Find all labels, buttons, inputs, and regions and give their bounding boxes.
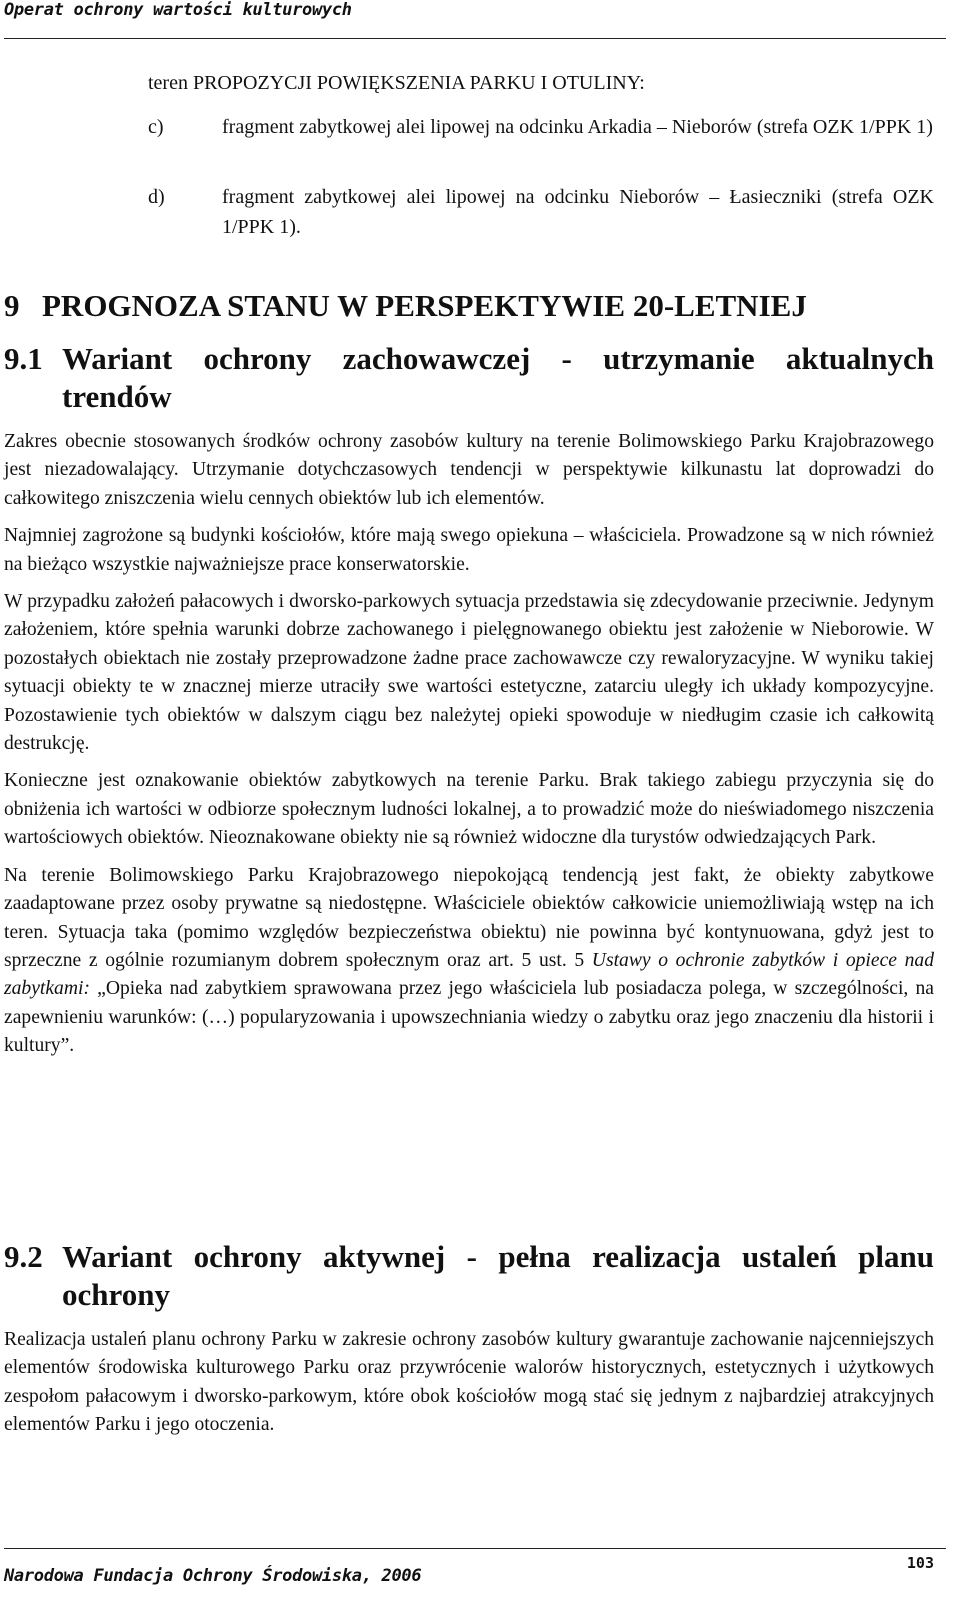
running-footer: Narodowa Fundacja Ochrony Środowiska, 2006 <box>4 1566 422 1586</box>
running-header: Operat ochrony wartości kulturowych <box>4 0 352 20</box>
paragraph: W przypadku założeń pałacowych i dworsko-parkowych sytuacja przedstawia się zdecydowanie przeciwnie. Jedynym założeniem, które spełnia warunki dobrze zachowanego i pielęgnowanego obiektu jest założenie w Nieborowie. W pozostałych obiektach nie zostały przeprowadzone żadne prace zachowawcze czy rewaloryzacyjne. W wyniku takiej sytuacji obiekty te w znacznej mierze utraciły swe wartości estetyczne, zatarciu uległy ich układy kompozycyjne. Pozostawienie tych obiektów w dalszym ciągu bez należytej opieki spowoduje w niedługim czasie ich całkowitą destrukcję. <box>4 591 934 755</box>
section-9-1-heading <box>4 340 934 416</box>
section-9-heading <box>4 288 807 324</box>
section-number: 9.1 <box>4 341 43 376</box>
list-text: fragment zabytkowej alei lipowej na odcinku Nieborów – Łasieczniki (strefa OZK 1/PPK 1). <box>222 186 934 238</box>
header-divider <box>4 38 946 39</box>
paragraph: Zakres obecnie stosowanych środków ochrony zasobów kultury na terenie Bolimowskiego Parku Krajobrazowego jest niezadowalający. Utrzymanie dotychczasowych tendencji w perspektywie kilkunastu lat doprowadzi do całkowitego zniszczenia wielu cennych obiektów lub ich elementów. <box>4 431 934 509</box>
list-marker: c) <box>148 116 164 138</box>
section-number: 9 <box>4 288 20 323</box>
paragraph: Konieczne jest oznakowanie obiektów zabytkowych na terenie Parku. Brak takiego zabiegu przyczynia się do obniżenia ich wartości w odbiorze społecznym ludności lokalnej, a to prowadzić może do nieświadomego niszczenia wartościowych obiektów. Nieoznakowane obiekty nie są również widoczne dla turystów odwiedzających Park. <box>4 770 934 849</box>
list-text: fragment zabytkowej alei lipowej na odcinku Arkadia – Nieborów (strefa OZK 1/PPK 1) <box>222 116 933 138</box>
section-title: PROGNOZA STANU W PERSPEKTYWIE 20-LETNIEJ <box>42 288 807 323</box>
section-title-line-2: ochrony <box>62 1277 170 1312</box>
law-title: Ustawy o ochronie zabytków i opiece nad zabytkami: <box>4 949 934 1000</box>
section-number: 9.2 <box>4 1239 43 1274</box>
intro-line: teren PROPOZYCJI POWIĘKSZENIA PARKU I OTULINY: <box>148 72 645 94</box>
page-number: 103 <box>906 1554 934 1572</box>
section-title-line-1: Wariant ochrony zachowawczej - utrzymanie aktualnych <box>62 341 934 376</box>
paragraph-text: Na terenie Bolimowskiego Parku Krajobrazowego niepokojącą tendencją jest fakt, że obiekty zabytkowe zaadaptowane przez osoby prywatne są niedostępne. Właściciele obiektów całkowicie uniemożliwiają wstęp na ich teren. Sytuacja taka (pomimo względów bezpieczeństwa obiektu) nie powinna być kontynuowana, gdyż jest to sprzeczne z ogólnie rozumianym dobrem społecznym oraz art. 5 ust. 5 <box>4 864 934 971</box>
section-9-2-heading <box>4 1238 934 1314</box>
paragraph <box>4 862 934 1061</box>
section-title-line-2: trendów <box>62 379 172 414</box>
law-quote: „Opieka nad zabytkiem sprawowana przez jego właściciela lub posiadacza polega, w szczególności, na zapewnieniu warunków: (…) popularyzowania i upowszechniania wiedzy o zabytku oraz jego znaczeniu dla historii i kultury”. <box>4 978 934 1057</box>
section-9-1-body <box>4 428 934 1070</box>
footer-divider <box>4 1548 946 1549</box>
list-marker: d) <box>148 186 165 208</box>
section-9-2-body <box>4 1326 934 1449</box>
paragraph: Realizacja ustaleń planu ochrony Parku w zakresie ochrony zasobów kultury gwarantuje zachowanie najcenniejszych elementów środowiska kulturowego Parku oraz przywrócenie walorów historycznych, estetycznych i użytkowych zespołom pałacowym i dworsko-parkowym, które obok kościołów mogą stać się jednym z najbardziej atrakcyjnych elementów Parku i jego otoczenia. <box>4 1329 934 1436</box>
paragraph: Najmniej zagrożone są budynki kościołów, które mają swego opiekuna – właściciela. Prowadzone są w nich również na bieżąco wszystkie najważniejsze prace konserwatorskie. <box>4 525 934 575</box>
section-title-line-1: Wariant ochrony aktywnej - pełna realizacja ustaleń planu <box>62 1239 934 1274</box>
